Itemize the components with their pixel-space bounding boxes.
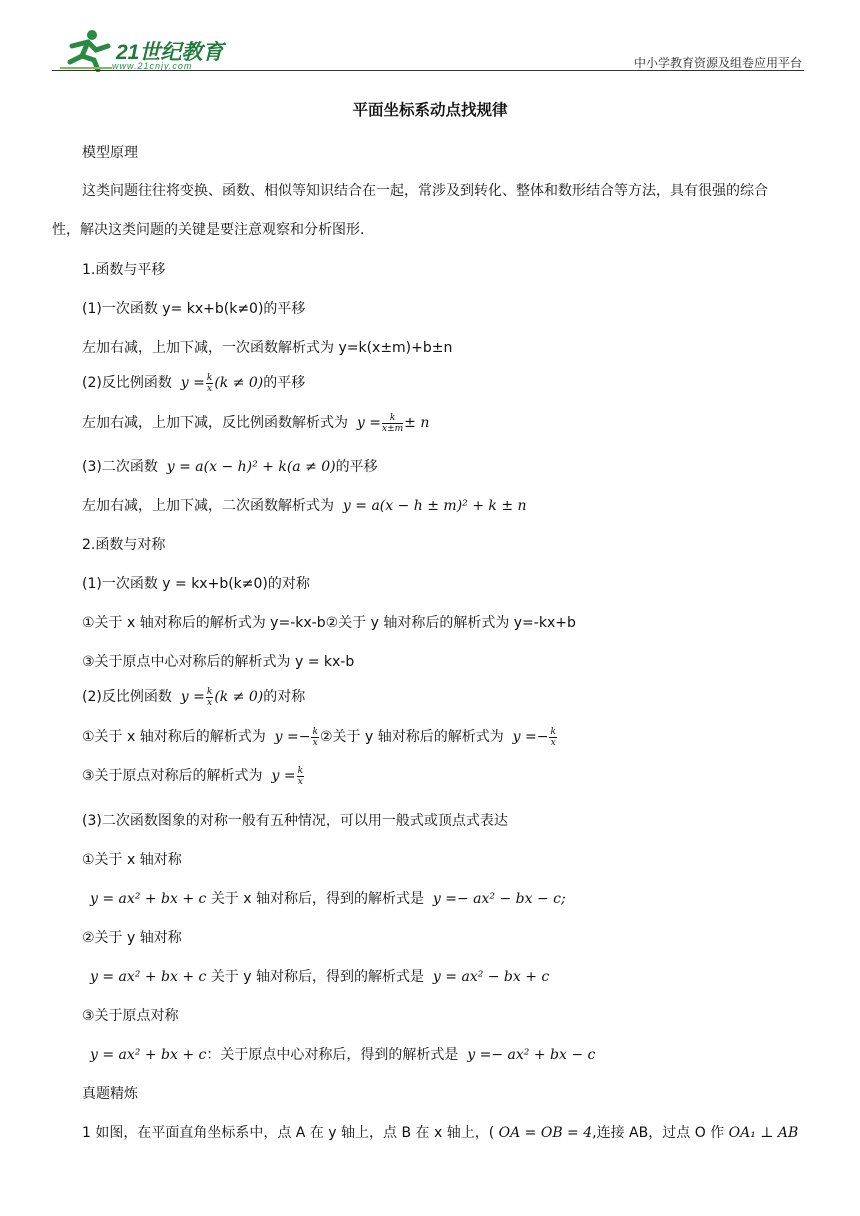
s2-inverse-xy: ①关于 x 轴对称后的解析式为 y =− $\frac{k}{x}$ ②关于 y 轴对称后的解析式为 y =− $\frac{k}{x}$ — [82, 726, 556, 748]
section-2-heading: 2.函数与对称 — [82, 537, 166, 553]
s2-quadratic-y-heading: ②关于 y 轴对称 — [82, 930, 182, 946]
s1-inverse-rule: 左加右减，上加下减，反比例函数解析式为 y = $\frac{k}{x\pm m}$ ± n — [82, 412, 430, 434]
s2-quadratic-heading: (3)二次函数图象的对称一般有五种情况，可以用一般式或顶点式表达 — [82, 813, 508, 829]
s1-quadratic-rule: 左加右减，上加下减，二次函数解析式为 y = a(x − h ± m)² + k ± n — [82, 498, 527, 514]
s2-linear-xy: ①关于 x 轴对称后的解析式为 y=-kx-b②关于 y 轴对称后的解析式为 y=-kx+b — [82, 615, 576, 631]
s1-linear-heading: (1)一次函数 y= kx+b(k≠0)的平移 — [82, 301, 306, 317]
s2-linear-origin: ③关于原点中心对称后的解析式为 y = kx-b — [82, 654, 355, 670]
runner-logo-icon — [52, 28, 116, 72]
s2-quadratic-origin-heading: ③关于原点对称 — [82, 1008, 179, 1024]
header-divider — [52, 70, 804, 71]
logo-text: 21世纪教育 — [116, 41, 224, 64]
page-header — [52, 28, 804, 74]
s2-quadratic-y-rule: y = ax² + bx + c 关于 y 轴对称后，得到的解析式是 y = ax² − bx + c — [90, 969, 550, 985]
section-1-heading: 1.函数与平移 — [82, 262, 166, 278]
header-platform-text: 中小学教育资源及组卷应用平台 — [633, 56, 802, 70]
s2-inverse-origin: ③关于原点对称后的解析式为 y = $\frac{k}{x}$ — [82, 765, 304, 787]
question-1: 1 如图，在平面直角坐标系中，点 A 在 y 轴上，点 B 在 x 轴上，( OA = OB = 4,连接 AB，过点 O 作 OA₁ ⊥ AB — [82, 1125, 799, 1141]
logo-url: www.21cnjy.com — [112, 61, 193, 71]
s1-quadratic-heading: (3)二次函数 y = a(x − h)² + k(a ≠ 0)的平移 — [82, 459, 378, 475]
heading-model-principle: 模型原理 — [82, 145, 138, 161]
logo — [52, 28, 252, 72]
heading-practice: 真题精炼 — [82, 1086, 138, 1102]
s2-linear-heading: (1)一次函数 y = kx+b(k≠0)的对称 — [82, 576, 310, 592]
s2-quadratic-x-rule: y = ax² + bx + c 关于 x 轴对称后，得到的解析式是 y =− ax² − bx − c; — [90, 891, 566, 907]
s1-linear-rule: 左加右减，上加下减，一次函数解析式为 y=k(x±m)+b±n — [82, 340, 453, 356]
s2-quadratic-origin-rule: y = ax² + bx + c：关于原点中心对称后，得到的解析式是 y =− ax² + bx − c — [90, 1047, 596, 1063]
s1-inverse-heading: (2)反比例函数 y = $\frac{k}{x}$ (k ≠ 0)的平移 — [82, 372, 306, 394]
s2-quadratic-x-heading: ①关于 x 轴对称 — [82, 852, 182, 868]
s2-inverse-heading: (2)反比例函数 y = $\frac{k}{x}$ (k ≠ 0)的对称 — [82, 686, 306, 708]
page-title: 平面坐标系动点找规律 — [352, 101, 508, 119]
intro-paragraph: 这类问题往往将变换、函数、相似等知识结合在一起，常涉及到转化、整体和数形结合等方法，具有很强的综合性，解决这类问题的关键是要注意观察和分析图形. — [52, 183, 768, 238]
